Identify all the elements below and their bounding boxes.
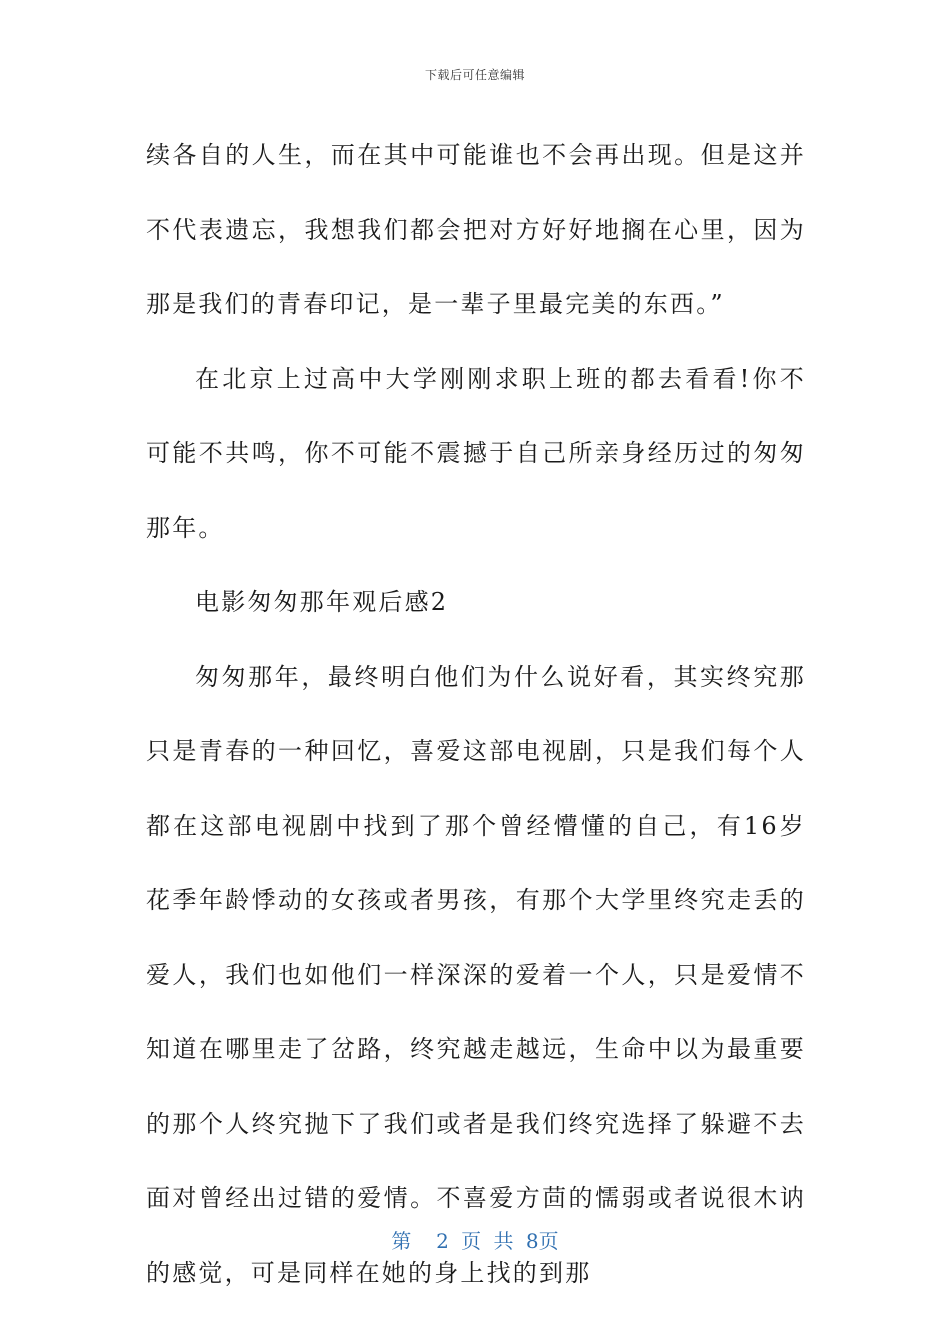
paragraph-3: 匆匆那年，最终明白他们为什么说好看，其实终究那只是青春的一种回忆，喜爱这部电视剧，只是我们每个人都在这部电视剧中找到了那个曾经懵懂的自己，有16岁花季年龄悸动的女孩或者男孩，有那个大学里终究走丢的爱人，我们也如他们一样深深的爱着一个人，只是爱情不知道在哪里走了岔路，终究越走越远，生命中以为最重要的那个人终究抛下了我们或者是我们终究选择了躲避不去面对曾经出过错的爱情。不喜爱方茴的懦弱或者说很木讷的感觉，可是同样在她的身上找的到那 (146, 662, 806, 1287)
page-number-footer: 第 2 页 共 8页 (391, 1229, 559, 1253)
document-body (146, 118, 806, 1310)
section-heading: 电影匆匆那年观后感2 (195, 588, 449, 616)
page-header: 下载后可任意编辑 (424, 68, 525, 82)
paragraph-2: 在北京上过高中大学刚刚求职上班的都去看看!你不可能不共鸣，你不可能不震撼于自己所亲身经历过的匆匆那年。 (146, 364, 806, 542)
paragraph-1: 续各自的人生，而在其中可能谁也不会再出现。但是这并不代表遗忘，我想我们都会把对方好好地搁在心里，因为那是我们的青春印记，是一辈子里最完美的东西。” (146, 141, 806, 318)
